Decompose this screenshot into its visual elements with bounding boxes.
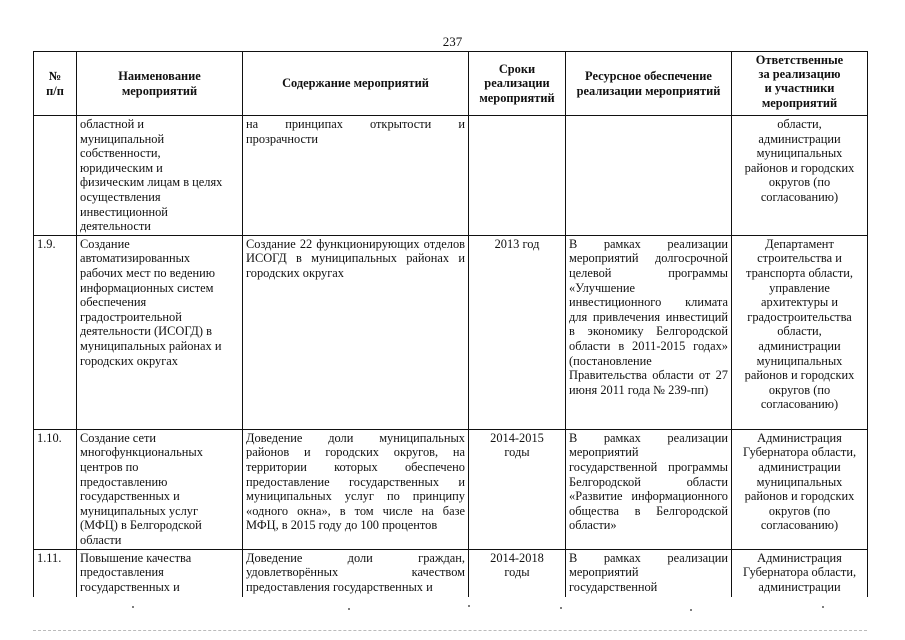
row-responsible: области, администрации муниципальных районов и городских округов (по согласованию) xyxy=(732,116,868,236)
row-content: Доведение доли граждан, удовлетворённых качеством предоставления государственных и xyxy=(243,549,469,597)
page-number: 237 xyxy=(442,34,463,49)
header-resources: Ресурсное обеспечение реализации мероприятий xyxy=(566,52,732,116)
row-name: Повышение качества предоставления государственных и xyxy=(77,549,243,597)
row-num: 1.10. xyxy=(34,429,77,549)
header-name: Наименование мероприятий xyxy=(77,52,243,116)
row-resources xyxy=(566,116,732,236)
scan-specks xyxy=(0,602,905,632)
row-timing: 2013 год xyxy=(469,235,566,429)
row-name: Создание автоматизированных рабочих мест по ведению информационных систем обеспечения градостроительной деятельности (ИСОГД) в муниципальных районах и городских округах xyxy=(77,235,243,429)
header-content: Содержание мероприятий xyxy=(243,52,469,116)
row-content: Доведение доли муниципальных районов и городских округов, на территории которых обеспечено предоставление государственных и муниципальных услуг по принципу «одного окна», в том числе на базе МФЦ, в 2015 году до 100 процентов xyxy=(243,429,469,549)
row-resources: В рамках реализации мероприятий государственной программы Белгородской области «Развитие информационного общества в Белгородской области» xyxy=(566,429,732,549)
table-row xyxy=(34,116,868,236)
row-timing: 2014-2015 годы xyxy=(469,429,566,549)
row-num xyxy=(34,116,77,236)
row-timing: 2014-2018 годы xyxy=(469,549,566,597)
row-num: 1.9. xyxy=(34,235,77,429)
row-responsible: Администрация Губернатора области, администрации xyxy=(732,549,868,597)
row-responsible: Администрация Губернатора области, администрации муниципальных районов и городских округов (по согласованию) xyxy=(732,429,868,549)
table-row xyxy=(34,429,868,549)
row-timing xyxy=(469,116,566,236)
row-name: областной и муниципальной собственности, юридическим и физическим лицам в целях осуществления инвестиционной деятельности xyxy=(77,116,243,236)
row-resources: В рамках реализации мероприятий долгосрочной целевой программы «Улучшение инвестиционного климата для привлечения инвестиций в экономику Белгородской области в 2011-2015 годах» (постановление Правительства области от 27 июня 2011 года № 239-пп) xyxy=(566,235,732,429)
table-row xyxy=(34,549,868,597)
row-content: на принципах открытости и прозрачности xyxy=(243,116,469,236)
row-resources: В рамках реализации мероприятий государственной xyxy=(566,549,732,597)
table-header-row xyxy=(34,52,868,116)
measures-table xyxy=(33,51,868,597)
header-responsible: Ответственные за реализацию и участники мероприятий xyxy=(732,52,868,116)
row-num: 1.11. xyxy=(34,549,77,597)
page-bottom-edge xyxy=(33,630,867,632)
row-content: Создание 22 функционирующих отделов ИСОГД в муниципальных районах и городских округах xyxy=(243,235,469,429)
table-row xyxy=(34,235,868,429)
header-timing: Сроки реализации мероприятий xyxy=(469,52,566,116)
row-responsible: Департамент строительства и транспорта области, управление архитектуры и градостроительства области, администрации муниципальных районов и городских округов (по согласованию) xyxy=(732,235,868,429)
row-name: Создание сети многофункциональных центров по предоставлению государственных и муниципальных услуг (МФЦ) в Белгородской области xyxy=(77,429,243,549)
header-num: № п/п xyxy=(34,52,77,116)
